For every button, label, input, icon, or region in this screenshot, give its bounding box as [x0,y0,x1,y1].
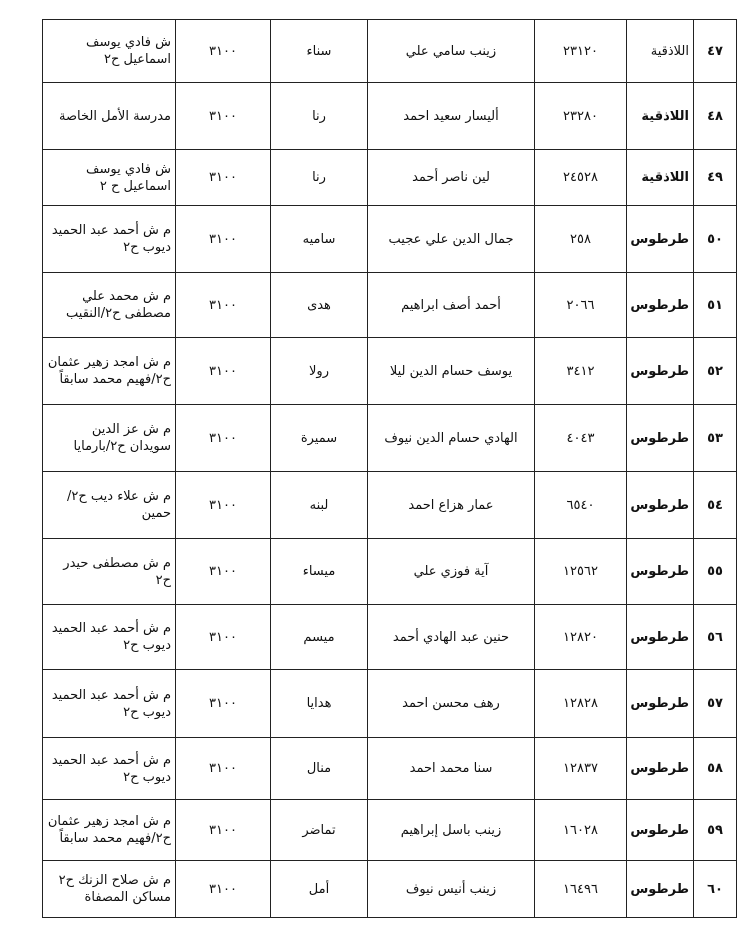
city-cell: طرطوس [627,738,694,800]
student-name-cell: الهادي حسام الدين نيوف [368,405,535,472]
city-cell: طرطوس [627,472,694,539]
table-row [43,472,737,539]
row-number: ٥٢ [694,338,737,405]
code-cell: ١٦٠٢٨ [535,800,627,861]
school-cell: م ش مصطفى حيدر ح٢ [43,539,176,605]
school-cell: م ش أحمد عبد الحميد ديوب ح٢ [43,605,176,670]
mother-name-cell: أمل [271,861,368,918]
mother-name-cell: رنا [271,83,368,150]
student-name-cell: رهف محسن احمد [368,670,535,738]
row-number: ٥٣ [694,405,737,472]
table-row [43,150,737,206]
city-cell: طرطوس [627,539,694,605]
student-name-cell: زينب أنيس نيوف [368,861,535,918]
table-row [43,800,737,861]
city-cell: اللاذقية [627,83,694,150]
student-name-cell: زينب باسل إبراهيم [368,800,535,861]
school-cell: مدرسة الأمل الخاصة [43,83,176,150]
row-number: ٤٩ [694,150,737,206]
results-sheet [42,19,723,918]
mark-cell: ٣١٠٠ [176,405,271,472]
mark-cell: ٣١٠٠ [176,539,271,605]
school-cell: م ش أحمد عبد الحميد ديوب ح٢ [43,738,176,800]
code-cell: ٢٤٥٢٨ [535,150,627,206]
school-cell: م ش أحمد عبد الحميد ديوب ح٢ [43,206,176,273]
mark-cell: ٣١٠٠ [176,605,271,670]
city-cell: اللاذقية [627,150,694,206]
mother-name-cell: هدايا [271,670,368,738]
table-row [43,20,737,83]
row-number: ٥٥ [694,539,737,605]
city-cell: طرطوس [627,800,694,861]
mother-name-cell: رولا [271,338,368,405]
student-name-cell: أليسار سعيد احمد [368,83,535,150]
mother-name-cell: سناء [271,20,368,83]
mother-name-cell: ميساء [271,539,368,605]
school-cell: م ش علاء ديب ح٢/حمين [43,472,176,539]
mark-cell: ٣١٠٠ [176,273,271,338]
row-number: ٤٧ [694,20,737,83]
mark-cell: ٣١٠٠ [176,206,271,273]
code-cell: ٢٣٢٨٠ [535,83,627,150]
table-row [43,273,737,338]
row-number: ٥٨ [694,738,737,800]
code-cell: ١٢٨٢٨ [535,670,627,738]
mark-cell: ٣١٠٠ [176,738,271,800]
school-cell: م ش أحمد عبد الحميد ديوب ح٢ [43,670,176,738]
mark-cell: ٣١٠٠ [176,472,271,539]
school-cell: م ش امجد زهير عثمان ح٢/فهيم محمد سابقاً [43,338,176,405]
row-number: ٥٠ [694,206,737,273]
mark-cell: ٣١٠٠ [176,150,271,206]
code-cell: ٢٥٨ [535,206,627,273]
mark-cell: ٣١٠٠ [176,670,271,738]
row-number: ٥٤ [694,472,737,539]
school-cell: م ش امجد زهير عثمان ح٢/فهيم محمد سابقاً [43,800,176,861]
table-row [43,861,737,918]
mother-name-cell: هدى [271,273,368,338]
mother-name-cell: لبنه [271,472,368,539]
code-cell: ٢٣١٢٠ [535,20,627,83]
mark-cell: ٣١٠٠ [176,800,271,861]
student-name-cell: سنا محمد احمد [368,738,535,800]
code-cell: ١٢٨٣٧ [535,738,627,800]
mother-name-cell: تماضر [271,800,368,861]
city-cell: طرطوس [627,405,694,472]
mark-cell: ٣١٠٠ [176,83,271,150]
table-row [43,670,737,738]
school-cell: م ش محمد علي مصطفى ح٢/النقيب [43,273,176,338]
row-number: ٤٨ [694,83,737,150]
mother-name-cell: ساميه [271,206,368,273]
code-cell: ٢٠٦٦ [535,273,627,338]
mother-name-cell: رنا [271,150,368,206]
city-cell: طرطوس [627,670,694,738]
city-cell: طرطوس [627,206,694,273]
mother-name-cell: ميسم [271,605,368,670]
code-cell: ١٢٥٦٢ [535,539,627,605]
student-name-cell: عمار هزاع احمد [368,472,535,539]
school-cell: م ش صلاح الزنك ح٢ مساكن المصفاة [43,861,176,918]
mark-cell: ٣١٠٠ [176,338,271,405]
mark-cell: ٣١٠٠ [176,861,271,918]
row-number: ٥٦ [694,605,737,670]
code-cell: ٣٤١٢ [535,338,627,405]
table-row [43,605,737,670]
table-row [43,539,737,605]
city-cell: طرطوس [627,861,694,918]
table-row [43,405,737,472]
row-number: ٦٠ [694,861,737,918]
mother-name-cell: سميرة [271,405,368,472]
table-row [43,338,737,405]
mark-cell: ٣١٠٠ [176,20,271,83]
row-number: ٥٧ [694,670,737,738]
city-cell: طرطوس [627,273,694,338]
student-name-cell: زينب سامي علي [368,20,535,83]
code-cell: ١٦٤٩٦ [535,861,627,918]
results-table [42,19,737,918]
school-cell: ش فادي يوسف اسماعيل ح ٢ [43,150,176,206]
school-cell: م ش عز الدين سويدان ح٢/بارمايا [43,405,176,472]
student-name-cell: لين ناصر أحمد [368,150,535,206]
code-cell: ٤٠٤٣ [535,405,627,472]
student-name-cell: آية فوزي علي [368,539,535,605]
student-name-cell: جمال الدين علي عجيب [368,206,535,273]
table-row [43,206,737,273]
table-row [43,83,737,150]
student-name-cell: حنين عبد الهادي أحمد [368,605,535,670]
student-name-cell: يوسف حسام الدين ليلا [368,338,535,405]
row-number: ٥٩ [694,800,737,861]
row-number: ٥١ [694,273,737,338]
mother-name-cell: منال [271,738,368,800]
city-cell: طرطوس [627,605,694,670]
city-cell: طرطوس [627,338,694,405]
table-row [43,738,737,800]
code-cell: ١٢٨٢٠ [535,605,627,670]
school-cell: ش فادي يوسف اسماعيل ح٢ [43,20,176,83]
student-name-cell: أحمد أصف ابراهيم [368,273,535,338]
code-cell: ٦٥٤٠ [535,472,627,539]
city-cell: اللاذقية [627,20,694,83]
